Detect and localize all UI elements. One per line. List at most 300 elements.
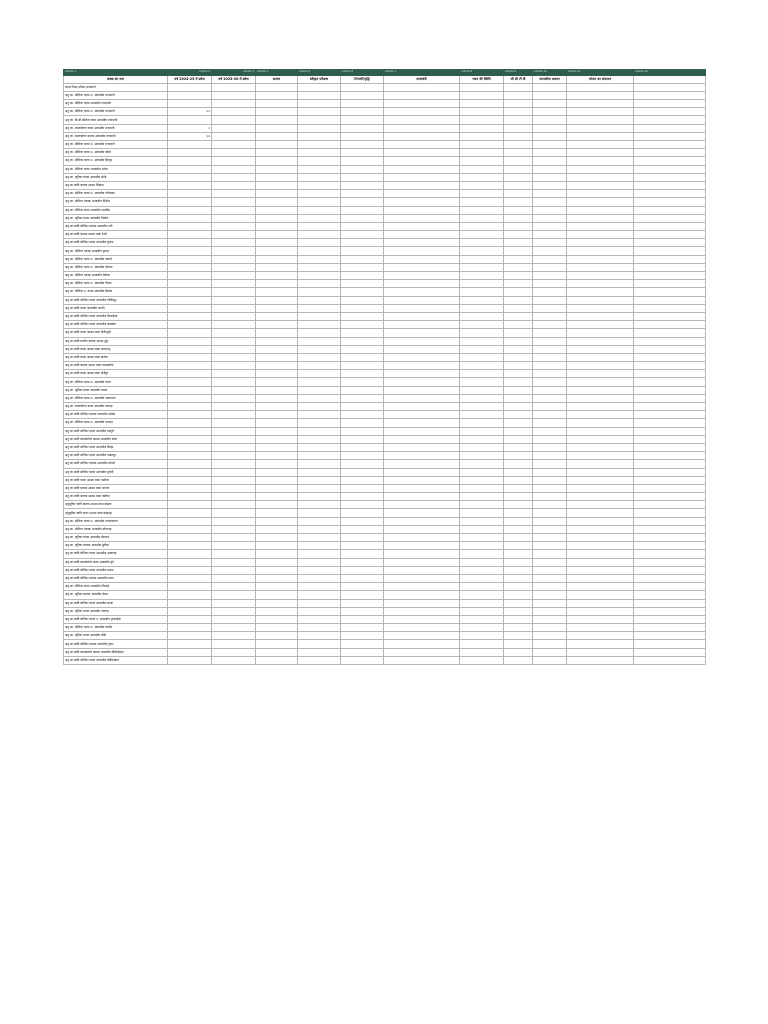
table-cell[interactable] — [533, 181, 567, 189]
table-cell[interactable] — [168, 116, 212, 124]
table-cell[interactable] — [504, 607, 533, 615]
table-cell[interactable] — [341, 566, 384, 574]
table-cell[interactable] — [256, 272, 298, 280]
table-cell[interactable] — [212, 386, 256, 394]
table-cell[interactable]: column 4 — [256, 70, 298, 76]
table-cell[interactable] — [212, 583, 256, 591]
table-cell[interactable] — [341, 116, 384, 124]
table-cell[interactable] — [384, 542, 460, 550]
table-cell[interactable] — [212, 100, 256, 108]
table-cell[interactable] — [341, 403, 384, 411]
table-cell[interactable] — [341, 460, 384, 468]
table-cell[interactable] — [567, 206, 634, 214]
table-cell[interactable] — [212, 632, 256, 640]
table-cell[interactable] — [212, 378, 256, 386]
table-cell[interactable] — [256, 378, 298, 386]
table-cell[interactable] — [168, 460, 212, 468]
table-cell[interactable] — [634, 190, 706, 198]
table-cell[interactable] — [634, 239, 706, 247]
table-cell[interactable] — [533, 591, 567, 599]
table-cell[interactable] — [460, 91, 504, 99]
table-cell[interactable] — [567, 394, 634, 402]
table-cell[interactable] — [634, 181, 706, 189]
table-cell[interactable] — [298, 337, 341, 345]
table-cell[interactable] — [567, 468, 634, 476]
table-cell[interactable] — [634, 304, 706, 312]
table-cell[interactable]: अनु.जा.जाति कन्या आश्रम बाबा गिरौदपुरी — [64, 329, 168, 337]
table-cell[interactable]: अनु.जा. सीनियर कन्या उ. आवासीय पामगढ़ — [64, 419, 168, 427]
table-cell[interactable] — [460, 288, 504, 296]
table-cell[interactable] — [212, 558, 256, 566]
table-cell[interactable] — [256, 231, 298, 239]
table-cell[interactable]: अनु.जा.जाति सीनियर कन्या आवासीय साजा — [64, 599, 168, 607]
table-cell[interactable]: अनु.जा. सीनियर कन्या उ. आवासीय राजधानी — [64, 108, 168, 116]
table-cell[interactable]: अनु.जा.जाति बालक आश्रम बाबा पंडरिया — [64, 493, 168, 501]
table-cell[interactable] — [634, 411, 706, 419]
table-cell[interactable]: अनु.जा.जाति सीनियर बालक आवासीय गुरूर — [64, 640, 168, 648]
table-cell[interactable] — [341, 640, 384, 648]
table-cell[interactable] — [256, 403, 298, 411]
table-cell[interactable] — [504, 583, 533, 591]
table-cell[interactable] — [298, 493, 341, 501]
table-cell[interactable] — [384, 452, 460, 460]
table-cell[interactable] — [533, 247, 567, 255]
table-cell[interactable] — [533, 574, 567, 582]
table-cell[interactable]: अनु.जा.जाति सीनियर कन्या आवासीय अम्बागढ़ — [64, 550, 168, 558]
table-cell[interactable]: अनु.जा.जाति सीनियर कन्या उ. आवासीय गुण्डरदेही — [64, 615, 168, 623]
table-cell[interactable]: अनु.जा.जाति बालक आश्रम बाबा मालखरौदा — [64, 362, 168, 370]
table-cell[interactable] — [504, 443, 533, 451]
table-cell[interactable] — [341, 525, 384, 533]
table-cell[interactable] — [212, 296, 256, 304]
table-cell[interactable] — [460, 558, 504, 566]
table-cell[interactable] — [634, 100, 706, 108]
table-cell[interactable] — [460, 648, 504, 656]
table-cell[interactable] — [533, 501, 567, 509]
table-cell[interactable] — [533, 141, 567, 149]
table-cell[interactable] — [212, 435, 256, 443]
table-cell[interactable] — [256, 591, 298, 599]
table-cell[interactable]: column 9 — [504, 70, 533, 76]
table-cell[interactable] — [384, 534, 460, 542]
table-cell[interactable] — [298, 247, 341, 255]
table-cell[interactable] — [168, 149, 212, 157]
table-cell[interactable] — [256, 280, 298, 288]
table-cell[interactable] — [256, 255, 298, 263]
table-cell[interactable] — [460, 108, 504, 116]
table-cell[interactable] — [504, 124, 533, 132]
table-cell[interactable] — [256, 583, 298, 591]
table-cell[interactable] — [533, 116, 567, 124]
table-cell[interactable] — [460, 493, 504, 501]
table-cell[interactable] — [504, 640, 533, 648]
table-cell[interactable] — [256, 247, 298, 255]
table-cell[interactable] — [634, 566, 706, 574]
table-cell[interactable] — [460, 370, 504, 378]
table-cell[interactable] — [298, 534, 341, 542]
table-cell[interactable] — [504, 304, 533, 312]
table-cell[interactable] — [384, 607, 460, 615]
table-cell[interactable] — [533, 239, 567, 247]
table-cell[interactable]: अनु.जा.जाति सीनियर बालक आवासीय बलौदा — [64, 411, 168, 419]
table-cell[interactable] — [634, 574, 706, 582]
table-cell[interactable] — [168, 656, 212, 664]
table-cell[interactable] — [384, 190, 460, 198]
table-cell[interactable] — [504, 222, 533, 230]
table-cell[interactable] — [460, 509, 504, 517]
table-cell[interactable] — [341, 239, 384, 247]
table-cell[interactable] — [168, 321, 212, 329]
table-cell[interactable] — [341, 591, 384, 599]
table-cell[interactable] — [504, 337, 533, 345]
table-cell[interactable]: column 6 — [341, 70, 384, 76]
table-cell[interactable] — [384, 239, 460, 247]
table-cell[interactable]: अनु.जा.जाति सीनियर कन्या आवासीय मस्तूरी — [64, 427, 168, 435]
table-cell[interactable] — [298, 173, 341, 181]
table-cell[interactable] — [384, 263, 460, 271]
table-cell[interactable] — [533, 394, 567, 402]
table-cell[interactable] — [460, 476, 504, 484]
table-cell[interactable] — [298, 165, 341, 173]
table-cell[interactable] — [168, 345, 212, 353]
table-cell[interactable] — [634, 583, 706, 591]
table-cell[interactable] — [567, 124, 634, 132]
table-cell[interactable] — [168, 181, 212, 189]
table-cell[interactable] — [460, 403, 504, 411]
table-cell[interactable]: अनु.जा.जाति सीनियर कन्या आवासीय बिलाईगढ़ — [64, 312, 168, 320]
table-cell[interactable] — [256, 411, 298, 419]
table-cell[interactable] — [634, 591, 706, 599]
table-cell[interactable] — [168, 468, 212, 476]
table-cell[interactable] — [212, 83, 256, 91]
table-cell[interactable] — [504, 83, 533, 91]
table-cell[interactable] — [298, 312, 341, 320]
table-cell[interactable] — [384, 157, 460, 165]
table-cell[interactable] — [567, 615, 634, 623]
table-cell[interactable] — [168, 296, 212, 304]
table-cell[interactable] — [567, 566, 634, 574]
table-cell[interactable] — [384, 296, 460, 304]
table-cell[interactable] — [341, 304, 384, 312]
table-cell[interactable] — [460, 566, 504, 574]
table-cell[interactable] — [256, 288, 298, 296]
table-cell[interactable] — [567, 173, 634, 181]
table-cell[interactable] — [212, 247, 256, 255]
table-cell[interactable] — [212, 345, 256, 353]
table-cell[interactable] — [504, 591, 533, 599]
table-cell[interactable] — [256, 517, 298, 525]
table-cell[interactable] — [504, 484, 533, 492]
table-cell[interactable] — [567, 157, 634, 165]
table-cell[interactable] — [341, 394, 384, 402]
table-cell[interactable] — [384, 656, 460, 664]
table-cell[interactable] — [212, 427, 256, 435]
table-cell[interactable] — [168, 550, 212, 558]
table-cell[interactable] — [634, 493, 706, 501]
table-cell[interactable] — [567, 656, 634, 664]
table-cell[interactable] — [504, 149, 533, 157]
table-cell[interactable] — [533, 263, 567, 271]
table-cell[interactable] — [341, 517, 384, 525]
table-cell[interactable] — [567, 460, 634, 468]
table-cell[interactable] — [341, 452, 384, 460]
table-cell[interactable] — [341, 534, 384, 542]
table-cell[interactable]: अनु.जा. सीनियर कन्या उ. आवासीय तिल्दा — [64, 280, 168, 288]
table-cell[interactable] — [384, 493, 460, 501]
table-cell[interactable] — [567, 534, 634, 542]
table-cell[interactable] — [212, 566, 256, 574]
table-cell[interactable] — [634, 517, 706, 525]
table-cell[interactable] — [384, 321, 460, 329]
table-cell[interactable] — [460, 321, 504, 329]
table-cell[interactable]: column 3 — [212, 70, 256, 76]
table-cell[interactable]: अनु.जा. जूनियर कन्या आवासीय डौंडी — [64, 632, 168, 640]
table-cell[interactable] — [341, 493, 384, 501]
table-cell[interactable] — [298, 321, 341, 329]
table-cell[interactable] — [567, 231, 634, 239]
table-cell[interactable] — [567, 304, 634, 312]
table-cell[interactable] — [298, 272, 341, 280]
table-cell[interactable] — [298, 394, 341, 402]
table-cell[interactable]: अनु.जा. जूनियर कन्या आवासीय पिथौरा — [64, 214, 168, 222]
table-cell[interactable] — [634, 427, 706, 435]
table-cell[interactable] — [567, 321, 634, 329]
table-cell[interactable] — [384, 509, 460, 517]
table-cell[interactable] — [256, 435, 298, 443]
table-cell[interactable]: अनु.जा. जूनियर कन्या आवासीय चाम्पा — [64, 386, 168, 394]
table-cell[interactable]: अनु.जा.जाति कन्या आश्रम बाबा बालोद — [64, 353, 168, 361]
table-cell[interactable]: अनु.जा.जाति स्नातकोत्तर कन्या आवासीय दुर्ग — [64, 558, 168, 566]
table-cell[interactable]: अनु.जा.जाति कन्या आश्रम बाबा अमरटापू — [64, 345, 168, 353]
table-cell[interactable]: अनु.जा. जूनियर कन्या आवासीय नवागढ़ — [64, 607, 168, 615]
table-cell[interactable]: column 10 — [533, 70, 567, 76]
table-cell[interactable] — [634, 231, 706, 239]
table-cell[interactable] — [384, 353, 460, 361]
table-cell[interactable] — [298, 353, 341, 361]
table-cell[interactable] — [341, 362, 384, 370]
table-cell[interactable] — [567, 403, 634, 411]
table-cell[interactable] — [634, 280, 706, 288]
table-cell[interactable] — [504, 403, 533, 411]
table-cell[interactable] — [168, 337, 212, 345]
table-cell[interactable]: column 1 — [64, 70, 168, 76]
table-cell[interactable] — [298, 362, 341, 370]
table-cell[interactable] — [298, 280, 341, 288]
table-cell[interactable] — [460, 141, 504, 149]
table-cell[interactable]: भोजन का संचालन — [567, 75, 634, 83]
table-cell[interactable] — [256, 656, 298, 664]
table-cell[interactable] — [168, 214, 212, 222]
table-cell[interactable] — [504, 394, 533, 402]
table-cell[interactable] — [567, 214, 634, 222]
table-cell[interactable] — [212, 534, 256, 542]
table-cell[interactable] — [567, 370, 634, 378]
table-cell[interactable]: column 12 — [634, 70, 706, 76]
table-cell[interactable] — [634, 124, 706, 132]
table-cell[interactable] — [341, 190, 384, 198]
table-cell[interactable]: अनु.जा. स्नातकोत्तर कन्या आवासीय नवागढ़ — [64, 403, 168, 411]
table-cell[interactable] — [384, 484, 460, 492]
table-cell[interactable] — [298, 501, 341, 509]
table-cell[interactable] — [460, 386, 504, 394]
table-cell[interactable]: वर्ष 2024-25 में प्रवेश — [168, 75, 212, 83]
table-cell[interactable] — [384, 116, 460, 124]
table-cell[interactable] — [256, 370, 298, 378]
table-cell[interactable] — [460, 517, 504, 525]
table-cell[interactable] — [384, 558, 460, 566]
table-cell[interactable]: अनु.जा.जाति कन्या आश्रम बाबा पथरिया — [64, 476, 168, 484]
table-cell[interactable] — [168, 83, 212, 91]
table-cell[interactable] — [384, 583, 460, 591]
table-cell[interactable] — [256, 648, 298, 656]
table-cell[interactable] — [504, 173, 533, 181]
table-cell[interactable] — [256, 460, 298, 468]
table-cell[interactable] — [298, 345, 341, 353]
table-cell[interactable] — [384, 280, 460, 288]
table-cell[interactable] — [460, 550, 504, 558]
table-cell[interactable] — [341, 648, 384, 656]
table-cell[interactable] — [460, 419, 504, 427]
table-cell[interactable] — [298, 656, 341, 664]
table-cell[interactable] — [533, 362, 567, 370]
table-cell[interactable] — [533, 231, 567, 239]
table-cell[interactable] — [634, 558, 706, 566]
table-cell[interactable] — [460, 329, 504, 337]
table-cell[interactable] — [256, 443, 298, 451]
table-cell[interactable] — [533, 108, 567, 116]
table-cell[interactable] — [212, 337, 256, 345]
table-cell[interactable] — [567, 362, 634, 370]
table-cell[interactable] — [567, 255, 634, 263]
table-cell[interactable] — [460, 624, 504, 632]
table-cell[interactable] — [384, 132, 460, 140]
table-cell[interactable] — [168, 304, 212, 312]
table-cell[interactable] — [533, 222, 567, 230]
table-cell[interactable] — [634, 615, 706, 623]
table-cell[interactable]: अनु.जा. जूनियर बालक आवासीय छुरिया — [64, 542, 168, 550]
table-cell[interactable] — [256, 493, 298, 501]
table-cell[interactable]: प्रारम्भ — [256, 75, 298, 83]
table-cell[interactable] — [634, 222, 706, 230]
table-cell[interactable] — [256, 558, 298, 566]
table-cell[interactable] — [341, 353, 384, 361]
table-cell[interactable] — [384, 247, 460, 255]
table-cell[interactable] — [460, 190, 504, 198]
table-cell[interactable] — [212, 460, 256, 468]
table-cell[interactable] — [384, 272, 460, 280]
table-cell[interactable] — [533, 460, 567, 468]
table-cell[interactable] — [634, 91, 706, 99]
table-cell[interactable] — [460, 149, 504, 157]
table-cell[interactable] — [384, 640, 460, 648]
table-cell[interactable] — [256, 615, 298, 623]
table-cell[interactable] — [298, 378, 341, 386]
table-cell[interactable]: अनु.जा. सीनियर कन्या आवासीय भिलाई — [64, 583, 168, 591]
table-cell[interactable] — [533, 419, 567, 427]
table-cell[interactable] — [634, 198, 706, 206]
table-cell[interactable] — [212, 574, 256, 582]
table-cell[interactable] — [298, 566, 341, 574]
table-cell[interactable]: अनु.जा. सीनियर कन्या उ. आवासीय बालोद — [64, 624, 168, 632]
table-cell[interactable] — [504, 468, 533, 476]
table-cell[interactable] — [168, 100, 212, 108]
table-cell[interactable] — [384, 370, 460, 378]
table-cell[interactable] — [212, 640, 256, 648]
table-cell[interactable]: 1 — [168, 124, 212, 132]
table-cell[interactable] — [168, 288, 212, 296]
table-cell[interactable] — [460, 468, 504, 476]
table-cell[interactable] — [212, 206, 256, 214]
table-cell[interactable] — [460, 222, 504, 230]
table-cell[interactable] — [341, 468, 384, 476]
table-cell[interactable] — [504, 296, 533, 304]
table-cell[interactable] — [384, 149, 460, 157]
table-cell[interactable] — [460, 296, 504, 304]
table-cell[interactable] — [567, 509, 634, 517]
table-cell[interactable] — [533, 615, 567, 623]
table-cell[interactable] — [298, 116, 341, 124]
table-cell[interactable] — [341, 141, 384, 149]
table-cell[interactable]: टिप्पणी/वृद्धि — [341, 75, 384, 83]
table-cell[interactable] — [212, 149, 256, 157]
table-cell[interactable]: 11 — [168, 108, 212, 116]
table-cell[interactable] — [168, 239, 212, 247]
table-cell[interactable] — [384, 615, 460, 623]
table-cell[interactable] — [212, 157, 256, 165]
table-cell[interactable] — [168, 640, 212, 648]
table-cell[interactable] — [634, 214, 706, 222]
table-cell[interactable] — [256, 141, 298, 149]
table-cell[interactable] — [567, 411, 634, 419]
table-cell[interactable]: अनु.जा.जाति सीनियर कन्या आवासीय कुरूद — [64, 239, 168, 247]
table-cell[interactable] — [341, 100, 384, 108]
table-cell[interactable] — [533, 83, 567, 91]
table-cell[interactable] — [341, 607, 384, 615]
table-cell[interactable] — [504, 615, 533, 623]
table-cell[interactable] — [212, 452, 256, 460]
table-cell[interactable] — [341, 198, 384, 206]
table-cell[interactable] — [298, 624, 341, 632]
table-cell[interactable]: अनु.जा. स्नातकोत्तर कन्या आवासीय राजधानी — [64, 124, 168, 132]
table-cell[interactable] — [460, 181, 504, 189]
table-cell[interactable] — [298, 288, 341, 296]
table-cell[interactable]: अनु.जा. सीनियर कन्या आवासीय राजधानी — [64, 100, 168, 108]
table-cell[interactable]: column 11 — [567, 70, 634, 76]
table-cell[interactable] — [567, 247, 634, 255]
table-cell[interactable] — [341, 280, 384, 288]
table-cell[interactable] — [212, 501, 256, 509]
table-cell[interactable] — [384, 648, 460, 656]
table-cell[interactable] — [341, 288, 384, 296]
table-cell[interactable] — [567, 583, 634, 591]
table-cell[interactable] — [212, 173, 256, 181]
table-cell[interactable] — [168, 173, 212, 181]
table-cell[interactable] — [634, 509, 706, 517]
table-cell[interactable] — [384, 83, 460, 91]
table-cell[interactable] — [256, 640, 298, 648]
table-cell[interactable] — [298, 108, 341, 116]
table-cell[interactable] — [384, 312, 460, 320]
table-cell[interactable] — [384, 165, 460, 173]
table-cell[interactable] — [533, 378, 567, 386]
table-cell[interactable] — [533, 214, 567, 222]
table-cell[interactable] — [168, 484, 212, 492]
table-cell[interactable] — [567, 624, 634, 632]
table-cell[interactable] — [256, 484, 298, 492]
table-cell[interactable] — [533, 100, 567, 108]
table-cell[interactable] — [533, 493, 567, 501]
table-cell[interactable] — [298, 607, 341, 615]
